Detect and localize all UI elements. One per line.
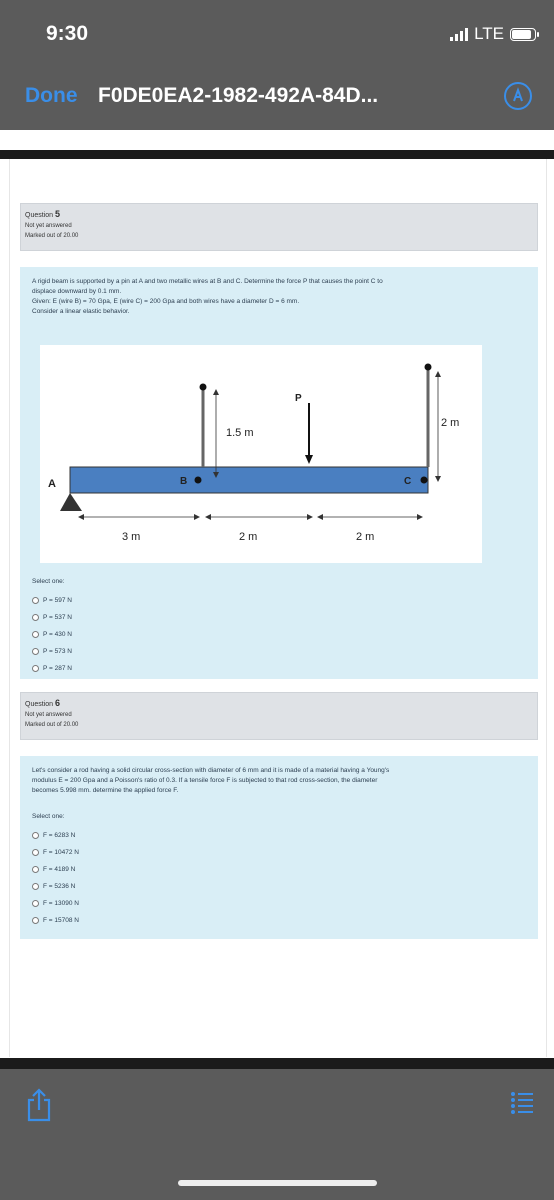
- question-6-content: [20, 756, 538, 939]
- question-number: 6: [54, 698, 60, 708]
- radio-button[interactable]: [32, 883, 39, 890]
- question-marks: Marked out of 20.00: [25, 722, 79, 728]
- document-page: [9, 159, 547, 1057]
- radio-button[interactable]: [32, 665, 39, 672]
- answer-option[interactable]: F = 6283 N: [32, 827, 79, 844]
- question-label: Question: [25, 212, 54, 219]
- answer-option[interactable]: P = 597 N: [32, 592, 72, 609]
- dim-wire-b: 1.5 m: [226, 427, 254, 439]
- question-text-line: displace downward by 0.1 mm.: [32, 288, 122, 295]
- answer-option[interactable]: P = 287 N: [32, 660, 72, 677]
- question-5-content: [20, 267, 538, 679]
- radio-button[interactable]: [32, 849, 39, 856]
- dim-ab: 3 m: [122, 531, 141, 543]
- radio-button[interactable]: [32, 866, 39, 873]
- done-button[interactable]: Done: [25, 84, 78, 107]
- dim-wire-c: 2 m: [441, 417, 460, 429]
- question-text-line: modulus E = 200 Gpa and a Poisson's ratio of 0.3. If a tensile force F is subjected to that rod cross-section, the diameter: [32, 777, 378, 784]
- answer-option[interactable]: P = 430 N: [32, 626, 72, 643]
- question-marks: Marked out of 20.00: [25, 233, 79, 239]
- select-label: Select one:: [32, 578, 65, 585]
- document-title: F0DE0EA2-1982-492A-84D...: [98, 84, 379, 107]
- radio-button[interactable]: [32, 648, 39, 655]
- question-5-info: [20, 203, 538, 251]
- wire-c-anchor: [425, 364, 432, 371]
- point-c: [421, 477, 428, 484]
- network-label: LTE: [474, 24, 504, 43]
- divider: [0, 150, 554, 159]
- divider: [0, 1058, 554, 1069]
- question-6-info: [20, 692, 538, 740]
- radio-button[interactable]: [32, 614, 39, 621]
- wire-b-anchor: [200, 384, 207, 391]
- beam-figure: [40, 345, 482, 563]
- question-6-options: [32, 812, 79, 929]
- signal-icon: [450, 27, 468, 41]
- answer-option[interactable]: F = 5236 N: [32, 878, 79, 895]
- answer-option[interactable]: F = 4189 N: [32, 861, 79, 878]
- question-number: 5: [54, 209, 60, 219]
- select-label: Select one:: [32, 813, 65, 820]
- status-time: 9:30: [46, 22, 89, 45]
- markup-icon[interactable]: [504, 82, 532, 110]
- question-text-line: Let's consider a rod having a solid circular cross-section with diameter of 6 mm and it is made of a material having a Young's: [32, 767, 390, 774]
- top-bar: [0, 0, 554, 130]
- answer-option[interactable]: F = 15708 N: [32, 912, 79, 929]
- label-b: B: [180, 476, 188, 487]
- question-text-line: becomes 5.998 mm. determine the applied force F.: [32, 787, 179, 794]
- radio-button[interactable]: [32, 832, 39, 839]
- dim-bp: 2 m: [239, 531, 258, 543]
- point-b: [195, 477, 202, 484]
- dim-pc: 2 m: [356, 531, 375, 543]
- beam: [70, 467, 428, 493]
- label-c: C: [404, 476, 412, 487]
- question-text-line: Consider a linear elastic behavior.: [32, 308, 130, 315]
- radio-button[interactable]: [32, 917, 39, 924]
- question-state: Not yet answered: [25, 712, 72, 718]
- label-a: A: [48, 478, 56, 490]
- home-indicator[interactable]: [178, 1180, 377, 1186]
- answer-option[interactable]: P = 573 N: [32, 643, 72, 660]
- label-p: P: [295, 393, 302, 404]
- radio-button[interactable]: [32, 631, 39, 638]
- question-state: Not yet answered: [25, 223, 72, 229]
- pin-support: [60, 493, 82, 511]
- answer-option[interactable]: P = 537 N: [32, 609, 72, 626]
- share-icon[interactable]: [26, 1088, 52, 1127]
- status-indicators: [450, 24, 536, 44]
- question-text-line: A rigid beam is supported by a pin at A and two metallic wires at B and C. Determine the force P that causes the point C to: [32, 278, 383, 285]
- radio-button[interactable]: [32, 597, 39, 604]
- answer-option[interactable]: F = 13090 N: [32, 895, 79, 912]
- list-icon[interactable]: [510, 1090, 534, 1121]
- question-5-options: [32, 577, 72, 677]
- radio-button[interactable]: [32, 900, 39, 907]
- question-text-line: Given: E (wire B) = 70 Gpa, E (wire C) = 200 Gpa and both wires have a diameter D = 6 mm.: [32, 298, 300, 305]
- battery-icon: [510, 28, 536, 41]
- question-label: Question: [25, 701, 54, 708]
- answer-option[interactable]: F = 10472 N: [32, 844, 79, 861]
